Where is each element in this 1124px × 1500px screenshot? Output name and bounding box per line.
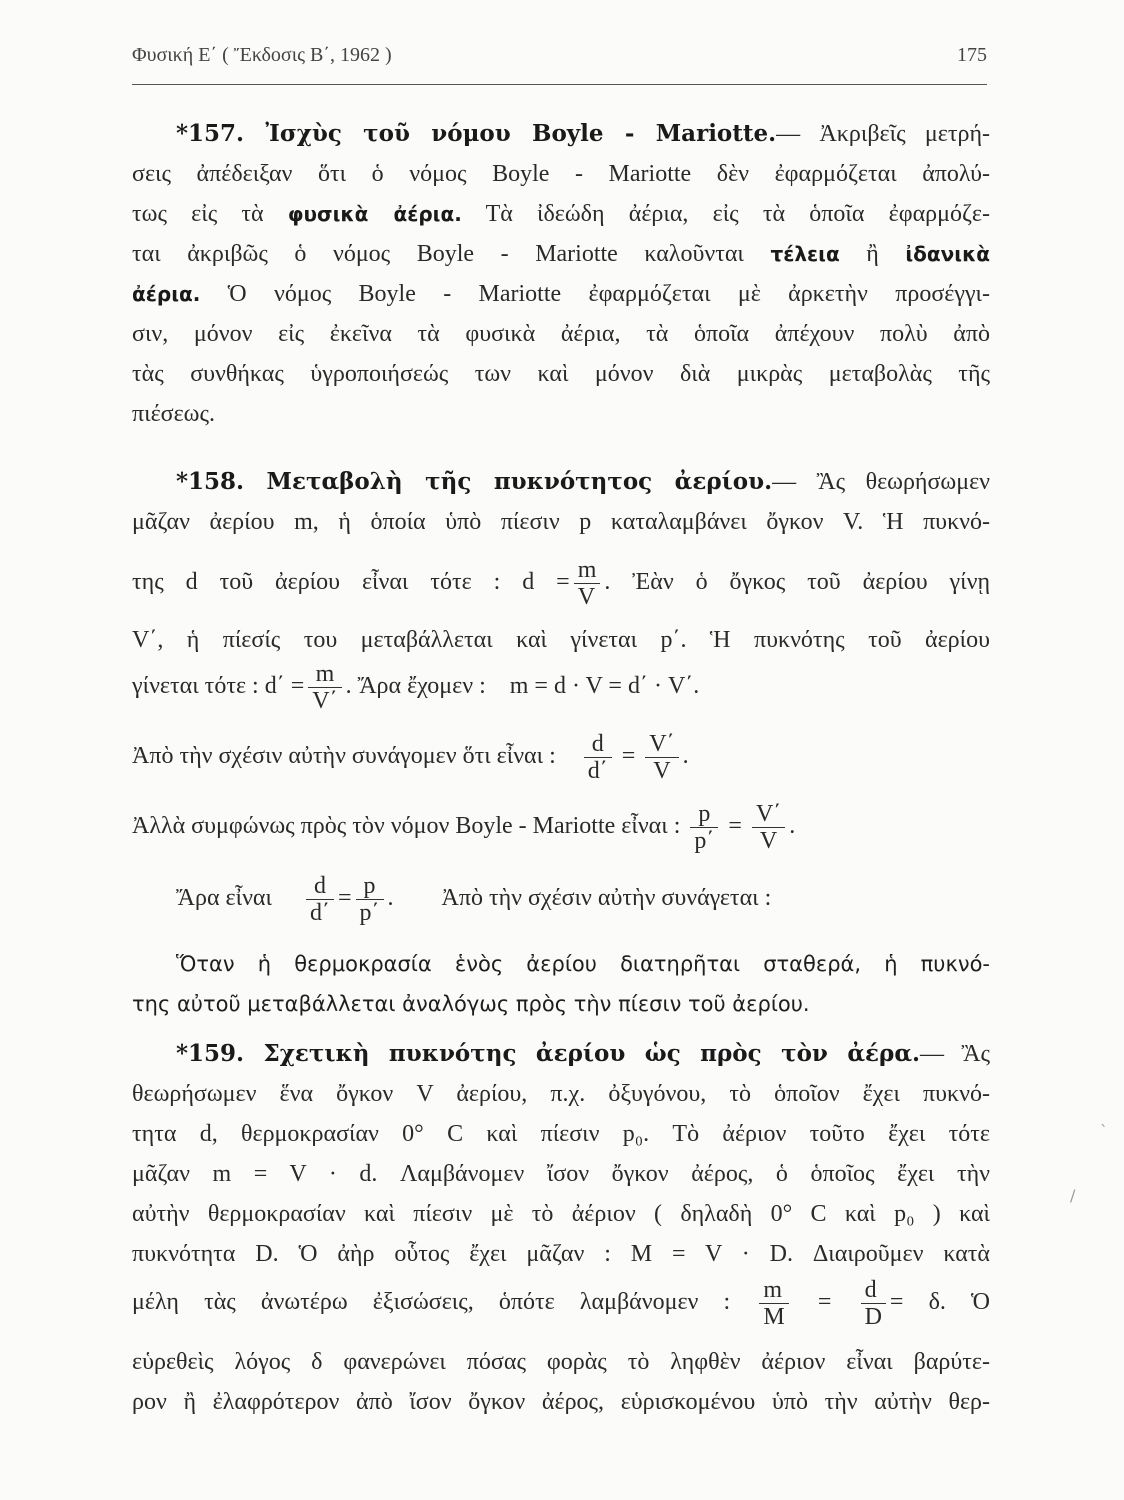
header-rule	[132, 84, 987, 85]
fraction-p-over-p-prime: $\frac{p}{p΄}$	[690, 801, 718, 854]
scan-mark: `	[1100, 1122, 1108, 1141]
section-159-line-6: πυκνότητα D. Ὁ ἀὴρ οὗτος ἔχει μᾶζαν : M = V · D. Διαιροῦμεν κατὰ	[132, 1241, 990, 1267]
fraction-v-prime-over-v-2: $\frac{V΄}{V}$	[752, 801, 785, 854]
page-number: 175	[957, 44, 987, 66]
law-statement-line-1: Ὅταν ἡ θερμοκρασία ἑνὸς ἀερίου διατηρῆται σταθερά, ἡ πυκνό-	[176, 952, 990, 976]
section-157-line-4: ται ἀκριβῶς ὁ νόμος Boyle - Mariotte καλοῦνται τέλεια ἢ ἰδανικὰ	[132, 241, 991, 267]
section-157-heading: *157. Ἰσχὺς τοῦ νόμου Boyle - Mariotte.	[176, 120, 777, 147]
section-157-line-6: σιν, μόνον εἰς ἐκεῖνα τὰ φυσικὰ ἀέρια, τὰ ὁποῖα ἀπέχουν πολὺ ἀπὸ	[132, 321, 990, 347]
fraction-p-over-p-prime-2: $\frac{p}{p΄}$	[356, 873, 384, 926]
section-159-line-4: μᾶζαν m = V · d. Λαμβάνομεν ἴσον ὄγκον ἀέρος, ὁ ὁποῖος ἔχει τὴν	[132, 1161, 990, 1187]
section-158-line-6: Ἀπὸ τὴν σχέσιν αὐτὴν συνάγομεν ὅτι εἶναι : $\frac{d}{d΄}$ = $\frac{V΄}{V}$ .	[132, 730, 689, 784]
mass-equation: m = d · V = d΄ · V΄.	[509, 673, 700, 699]
section-157-line-1: *157. Ἰσχὺς τοῦ νόμου Boyle - Mariotte.— Ἀκριβεῖς μετρή-	[176, 120, 991, 147]
fraction-d-over-d-prime-2: $\frac{d}{d΄}$	[306, 873, 334, 926]
fraction-m-over-v: $\frac{m}{V}$	[574, 557, 601, 610]
fraction-d-over-d-prime: $\frac{d}{d΄}$	[584, 731, 612, 784]
section-157-line-3: τως εἰς τὰ φυσικὰ ἀέρια. Τὰ ἰδεώδη ἀέρια, εἰς τὰ ὁποῖα ἐφαρμόζε-	[132, 201, 991, 227]
section-159-line-8: εὑρεθεὶς λόγος δ φανερώνει πόσας φορὰς τὸ ληφθὲν ἀέριον εἶναι βαρύτε-	[132, 1349, 990, 1375]
term-ideal: ἰδανικὰ	[905, 242, 991, 266]
section-157-line-8: πιέσεως.	[132, 401, 215, 427]
section-158-line-5: γίνεται τότε : d΄ = $\frac{m}{V΄}$ . Ἄρα ἔχομεν : m = d · V = d΄ · V΄.	[132, 660, 700, 714]
term-physical-gases: φυσικὰ ἀέρια.	[287, 202, 462, 226]
section-158-line-1: *158. Μεταβολὴ τῆς πυκνότητος ἀερίου.— Ἂς θεωρήσωμεν	[176, 468, 990, 495]
law-statement-line-2: της αὐτοῦ μεταβάλλεται ἀναλόγως πρὸς τὴν πίεσιν τοῦ ἀερίου.	[132, 992, 810, 1016]
section-158-line-2: μᾶζαν ἀερίου m, ἡ ὁποία ὑπὸ πίεσιν p καταλαμβάνει ὄγκον V. Ἡ πυκνό-	[132, 509, 990, 535]
section-159-line-7: μέλη τὰς ἀνωτέρω ἐξισώσεις, ὁπότε λαμβάνομεν : $\frac{m}{M}$ = $\frac{d}{D}$ = δ. Ὁ	[132, 1276, 991, 1330]
term-perfect: τέλεια	[770, 242, 840, 266]
fraction-m-over-v-prime: $\frac{m}{V΄}$	[308, 661, 341, 714]
section-159-line-5: αὐτὴν θερμοκρασίαν καὶ πίεσιν μὲ τὸ ἀέριον ( δηλαδὴ 0° C καὶ p₀ ) καὶ	[132, 1201, 990, 1227]
fraction-d-over-big-d: $\frac{d}{D}$	[861, 1277, 886, 1330]
section-159-line-9: ρον ἢ ἐλαφρότερον ἀπὸ ἴσον ὄγκον ἀέρος, εὑρισκομένου ὑπὸ τὴν αὐτὴν θερ-	[132, 1389, 990, 1415]
section-157-line-5: ἀέρια. Ὁ νόμος Boyle - Mariotte ἐφαρμόζεται μὲ ἀρκετὴν προσέγγι-	[132, 281, 991, 307]
section-159-line-3: τητα d, θερμοκρασίαν 0° C καὶ πίεσιν p₀. Τὸ ἀέριον τοῦτο ἔχει τότε	[132, 1121, 990, 1147]
section-158-line-4: V΄, ἡ πίεσίς του μεταβάλλεται καὶ γίνεται p΄. Ἡ πυκνότης τοῦ ἀερίου	[132, 627, 990, 653]
term-gases: ἀέρια.	[132, 282, 201, 306]
section-158-line-8: Ἄρα εἶναι $\frac{d}{d΄}$ = $\frac{p}{p΄}$ . Ἀπὸ τὴν σχέσιν αὐτὴν συνάγεται :	[176, 872, 772, 926]
fraction-m-over-big-m: $\frac{m}{M}$	[759, 1277, 788, 1330]
fraction-v-prime-over-v: $\frac{V΄}{V}$	[645, 731, 678, 784]
document-page	[132, 0, 992, 1500]
section-157-line-2: σεις ἀπέδειξαν ὅτι ὁ νόμος Boyle - Mariotte δὲν ἐφαρμόζεται ἀπολύ-	[132, 161, 990, 187]
section-158-heading: *158. Μεταβολὴ τῆς πυκνότητος ἀερίου.	[176, 468, 773, 495]
section-158-line-3: της d τοῦ ἀερίου εἶναι τότε : d = $\frac{m}{V}$ . Ἐὰν ὁ ὄγκος τοῦ ἀερίου γίνῃ	[132, 556, 990, 610]
section-159-heading: *159. Σχετικὴ πυκνότης ἀερίου ὡς πρὸς τὸν ἀέρα.	[176, 1040, 921, 1067]
scan-mark: /	[1070, 1186, 1076, 1205]
section-158-line-7: Ἀλλὰ συμφώνως πρὸς τὸν νόμον Boyle - Mariotte εἶναι : $\frac{p}{p΄}$ = $\frac{V΄}{V}$ .	[132, 800, 796, 854]
section-159-line-1: *159. Σχετικὴ πυκνότης ἀερίου ὡς πρὸς τὸν ἀέρα.— Ἂς	[176, 1040, 990, 1067]
section-157-line-7: τὰς συνθήκας ὑγροποιήσεώς των καὶ μόνον διὰ μικρὰς μεταβολὰς τῆς	[132, 361, 990, 387]
section-159-line-2: θεωρήσωμεν ἕνα ὄγκον V ἀερίου, π.χ. ὀξυγόνου, τὸ ὁποῖον ἔχει πυκνό-	[132, 1081, 990, 1107]
page-header	[132, 44, 987, 74]
running-title: Φυσική Ε΄ ( Ἔκδοσις Β΄, 1962 )	[132, 44, 392, 66]
